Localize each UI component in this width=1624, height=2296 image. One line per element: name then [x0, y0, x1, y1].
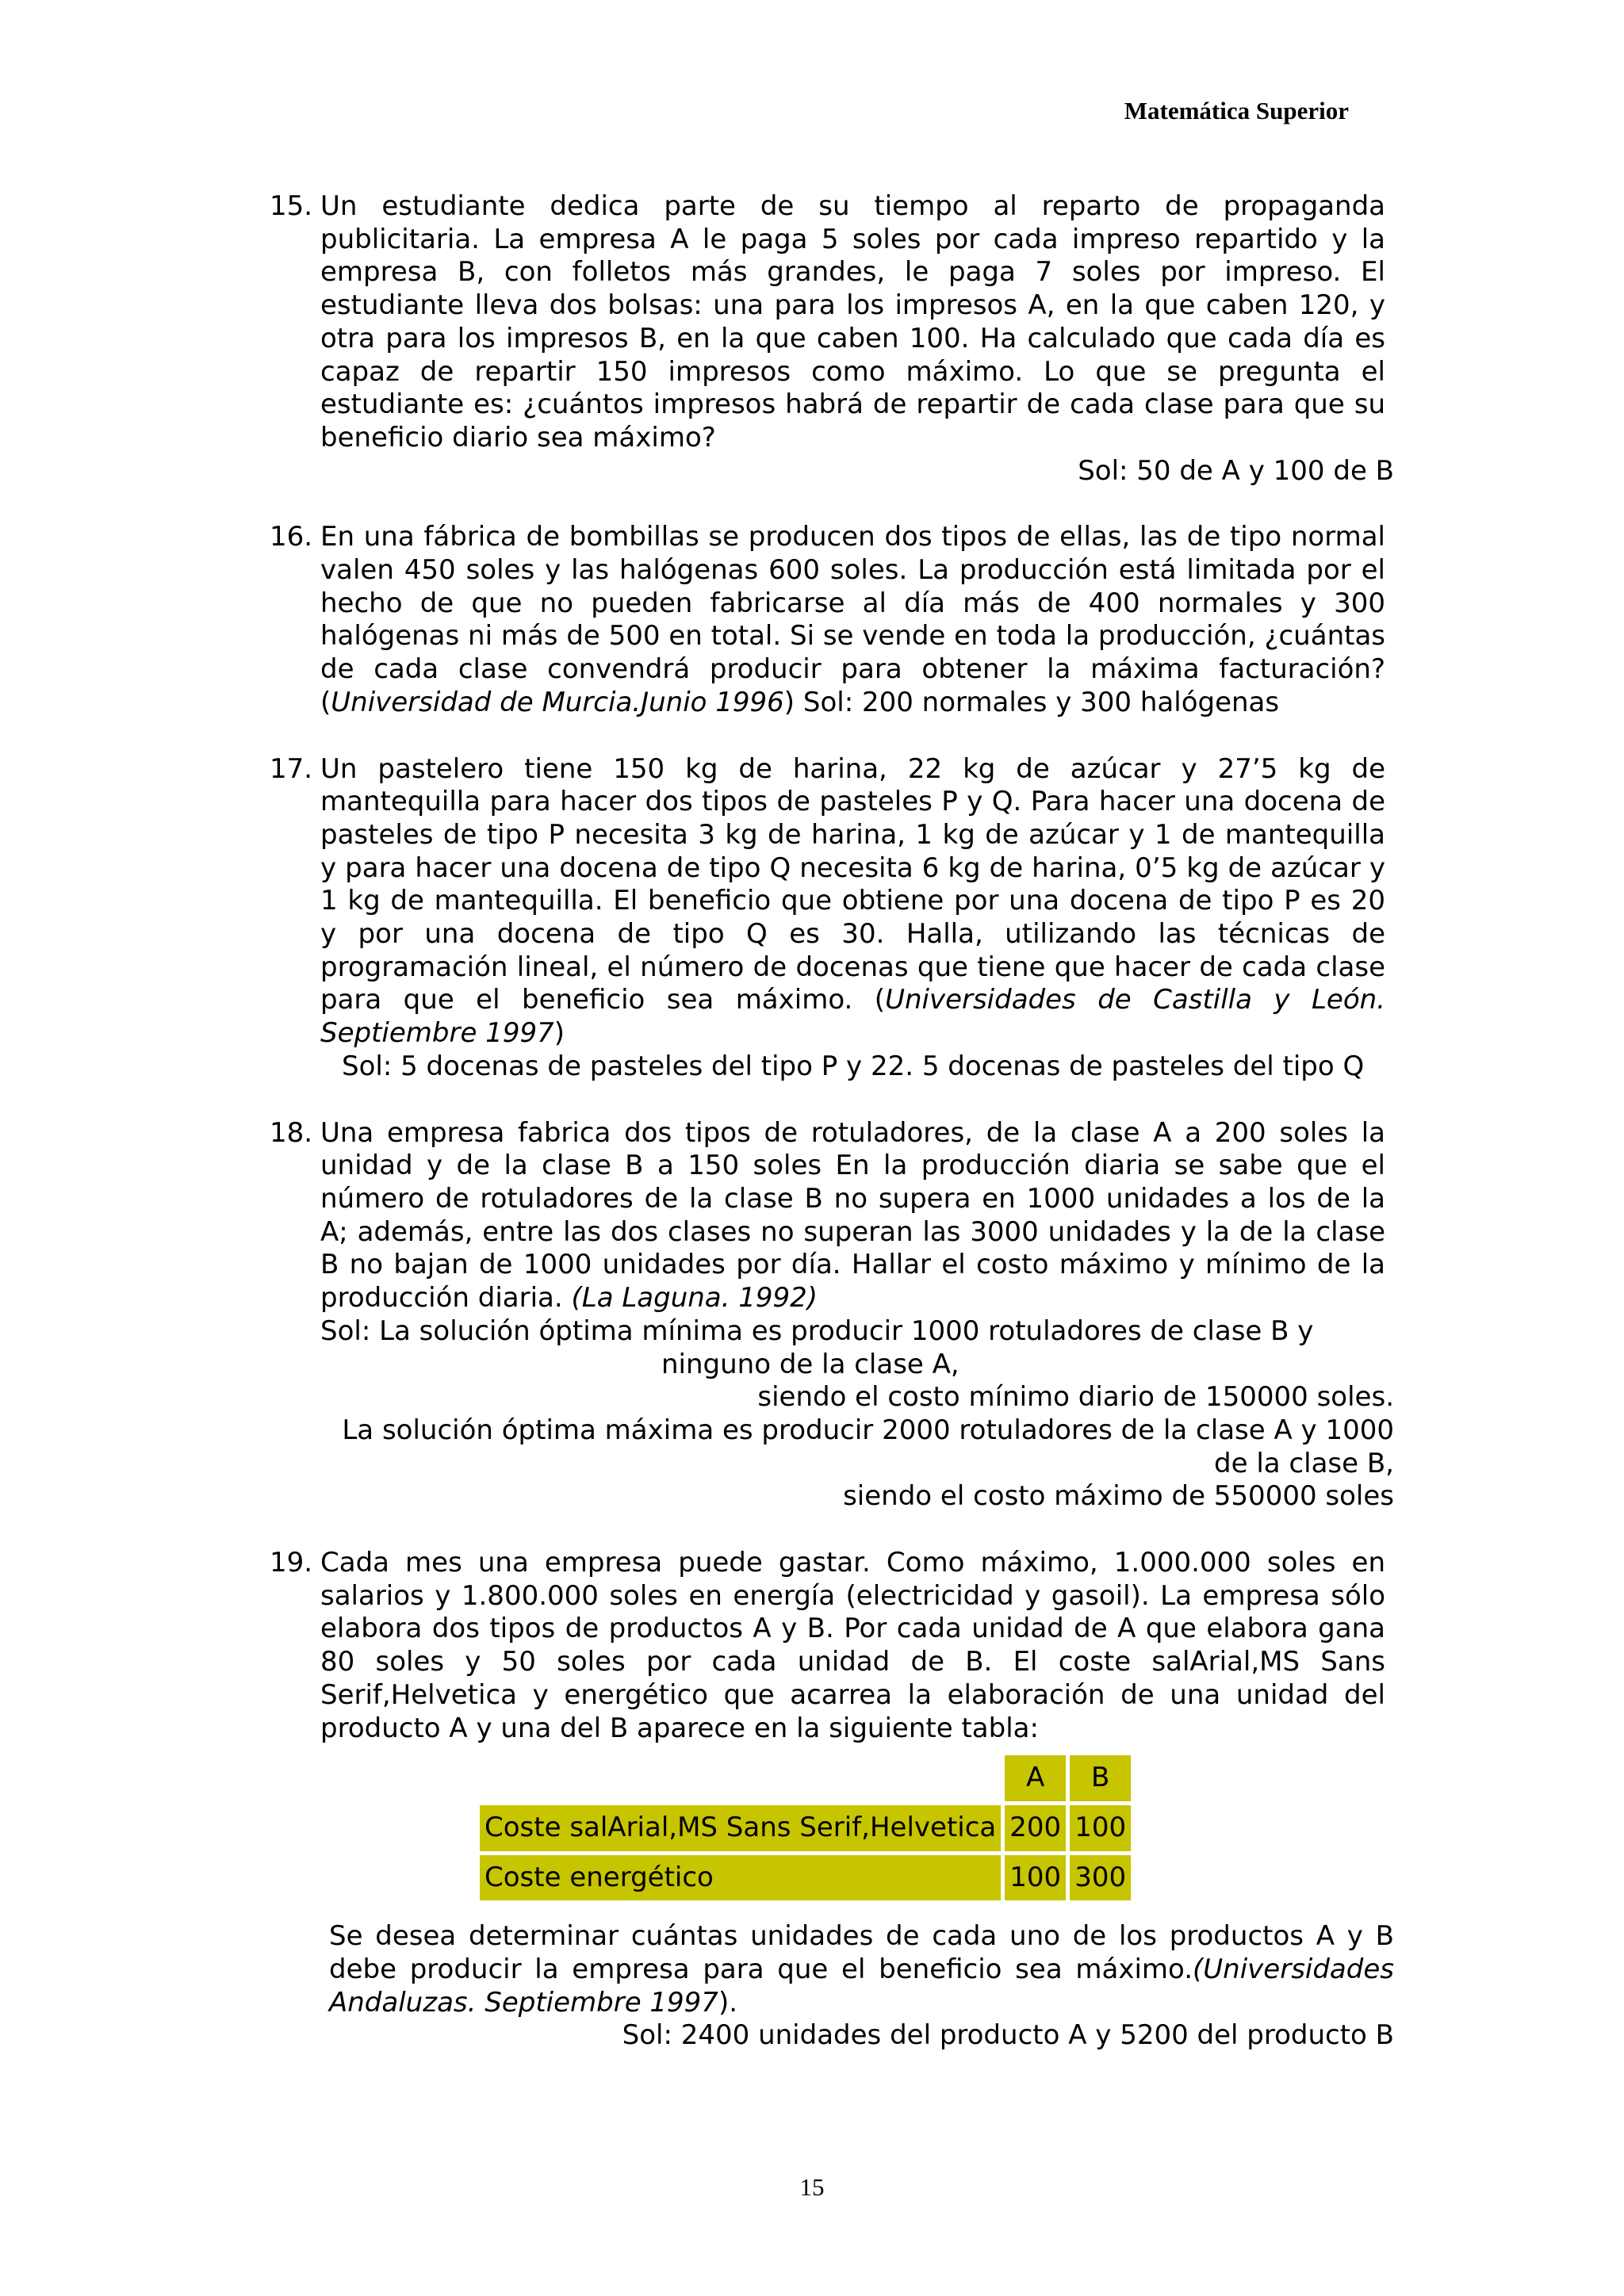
table-cell: 100 — [1070, 1805, 1131, 1851]
solution-line: Sol: La solución óptima mínima es producir 1000 rotuladores de clase B y — [320, 1314, 1314, 1347]
problem-text — [320, 1117, 1385, 1315]
problem-text — [329, 1920, 1394, 2019]
problem-text — [320, 521, 1385, 719]
problem-text: Un estudiante dedica parte de su tiempo al reparto de propaganda publicitaria. La empresa A le paga 5 soles por cada impreso repartido y la empresa B, con folletos más grandes, le paga 7 soles por impreso. El estudiante lleva dos bolsas: una para los impresos A, en la que caben 120, y otra para los impresos B, en la que caben 100. Ha calculado que cada día es capaz de repartir 150 impresos como máximo. Lo que se pregunta el estudiante es: ¿cuántos impresos habrá de repartir de cada clase para que su beneficio diario sea máximo? — [320, 190, 1385, 453]
source-citation: Universidad de Murcia.Junio 1996 — [331, 686, 784, 718]
problem-text: Cada mes una empresa puede gastar. Como máximo, 1.000.000 soles en salarios y 1.800.000 soles en energía (electricidad y gasoil). La empresa sólo elabora dos tipos de productos A y B. Por cada unidad de A que elabora gana 80 soles y 50 soles por cada unidad de B. El coste salArial,MS Sans Serif,Helvetica y energético que acarrea la elaboración de una unidad del producto A y una del B aparece en la siguiente tabla: — [320, 1547, 1385, 1744]
table-row — [480, 1855, 1131, 1901]
exercise-list — [270, 190, 1394, 2086]
solution: Sol: 5 docenas de pasteles del tipo P y 22. 5 docenas de pasteles del tipo Q — [342, 1050, 1365, 1082]
problem-text-tail: ) Sol: 200 normales y 300 halógenas — [783, 686, 1280, 718]
problem-17 — [270, 753, 1394, 1084]
solution-line: La solución óptima máxima es producir 2000 rotuladores de la clase A y 1000 — [342, 1414, 1394, 1446]
solution-line: siendo el costo máximo de 550000 soles — [843, 1480, 1394, 1513]
table-corner — [480, 1755, 1001, 1801]
problem-number: 19. — [270, 1547, 313, 1579]
solution-line: siendo el costo mínimo diario de 150000 soles. — [757, 1381, 1394, 1414]
problem-text-tail: ). — [718, 1986, 738, 2019]
problem-text — [320, 753, 1385, 1050]
source-citation: (La Laguna. 1992) — [571, 1282, 818, 1314]
table-row — [480, 1805, 1131, 1851]
problem-number: 18. — [270, 1116, 313, 1149]
problem-number: 16. — [270, 521, 313, 553]
problem-text-main: Una empresa fabrica dos tipos de rotuladores, de la clase A a 200 soles la unidad y de la clase B a 150 soles En la producción diaria se sabe que el número de rotuladores de la clase B no supera en 1000 unidades a los de la A; además, entre las dos clases no superan las 3000 unidades y la de la clase B no bajan de 1000 unidades por día. Hallar el costo máximo y mínimo de la producción diaria. — [320, 1116, 1385, 1314]
page-number: 15 — [799, 2173, 825, 2201]
solution: Sol: 2400 unidades del producto A y 5200 del producto B — [622, 2019, 1394, 2052]
problem-number: 15. — [270, 190, 313, 222]
problem-text-main: Un pastelero tiene 150 kg de harina, 22 kg de azúcar y 27’5 kg de mantequilla para hacer dos tipos de pasteles P y Q. Para hacer una docena de pasteles de tipo P necesita 3 kg de harina, 1 kg de azúcar y 1 de mantequilla y para hacer una docena de tipo Q necesita 6 kg de harina, 0’5 kg de azúcar y 1 kg de mantequilla. El beneficio que obtiene por una docena de tipo P es 20 y por una docena de tipo Q es 30. Halla, utilizando las técnicas de programación lineal, el número de docenas que tiene que hacer de cada clase para que el beneficio sea máximo. ( — [320, 752, 1385, 1016]
problem-18 — [270, 1117, 1394, 1513]
solution: Sol: 50 de A y 100 de B — [1078, 454, 1394, 487]
problem-number: 17. — [270, 752, 313, 785]
problem-text-tail: ) — [553, 1017, 565, 1050]
solution-line: ninguno de la clase A, — [661, 1348, 959, 1380]
cost-table — [476, 1751, 1135, 1904]
problem-15 — [270, 190, 1394, 488]
table-header-row — [480, 1755, 1131, 1801]
table-header: B — [1070, 1755, 1131, 1801]
running-header: Matemática Superior — [1124, 97, 1349, 124]
source-citation: (Universidades Andaluzas. Septiembre 1997 — [329, 1954, 1394, 2019]
table-cell: 100 — [1005, 1855, 1066, 1901]
problem-19 — [270, 1547, 1394, 2053]
row-label: Coste salArial,MS Sans Serif,Helvetica — [480, 1805, 1001, 1851]
table-cell: 300 — [1070, 1855, 1131, 1901]
solution-line: de la clase B, — [1214, 1447, 1394, 1479]
source-citation: Universidades de Castilla y León. Septiembre 1997 — [320, 984, 1385, 1050]
table-header: A — [1005, 1755, 1066, 1801]
row-label: Coste energético — [480, 1855, 1001, 1901]
problem-text-main: Se desea determinar cuántas unidades de cada uno de los productos A y B debe producir la empresa para que el beneficio sea máximo. — [329, 1920, 1394, 1986]
problem-16 — [270, 521, 1394, 719]
table-cell: 200 — [1005, 1805, 1066, 1851]
problem-text-main: En una fábrica de bombillas se producen dos tipos de ellas, las de tipo normal valen 450 soles y las halógenas 600 soles. La producción está limitada por el hecho de que no pueden fabricarse al día más de 400 normales y 300 halógenas ni más de 500 en total. Si se vende en toda la producción, ¿cuántas de cada clase convendrá producir para obtener la máxima facturación? ( — [320, 521, 1385, 718]
